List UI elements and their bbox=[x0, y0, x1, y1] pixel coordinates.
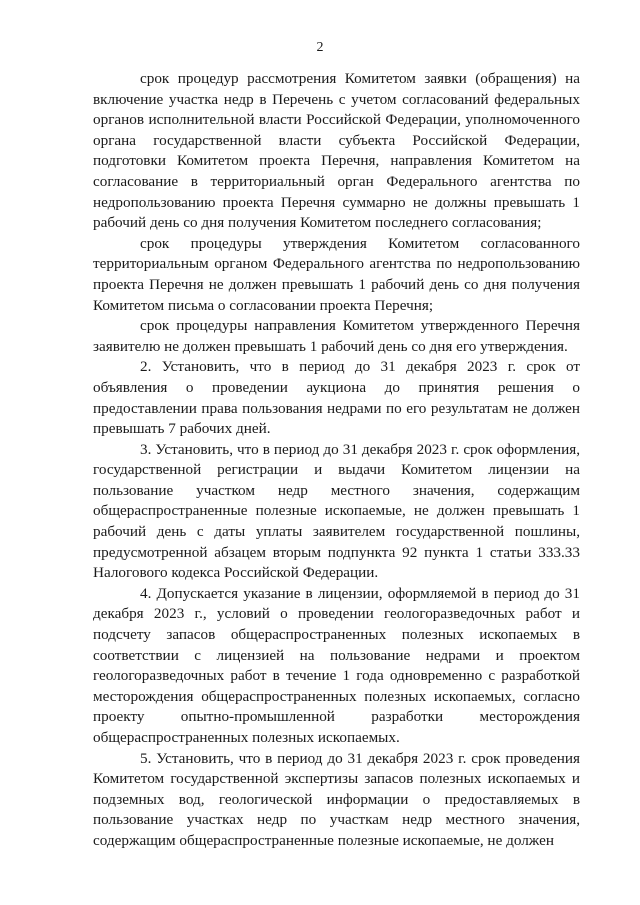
paragraph-4: 2. Установить, что в период до 31 декабря 2023 г. срок от объявления о проведении аукциона до принятия решения о предоставлении права пользования недрами по его результатам не должен превышать 7 рабочих дней. bbox=[93, 358, 580, 438]
paragraph-3: срок процедуры направления Комитетом утвержденного Перечня заявителю не должен превышать 1 рабочий день со дня его утверждения. bbox=[93, 317, 580, 355]
document-body bbox=[93, 69, 580, 852]
paragraph-7: 5. Установить, что в период до 31 декабря 2023 г. срок проведения Комитетом государственной экспертизы запасов полезных ископаемых и подземных вод, геологической информации о предоставляемых в пользование участках недр по участкам недр местного значения, содержащим общераспространенные полезные ископаемые, не должен bbox=[93, 749, 580, 849]
paragraph-1: срок процедур рассмотрения Комитетом заявки (обращения) на включение участка недр в Перечень с учетом согласований федеральных органов исполнительной власти Российской Федерации, уполномоченного органа государственной власти субъекта Российской Федерации, подготовки Комитетом проекта Перечня, направления Комитетом на согласование в территориальный орган Федерального агентства по недропользованию проекта Перечня суммарно не должны превышать 1 рабочий день со дня получения Комитетом последнего согласования; bbox=[93, 70, 580, 232]
paragraph-6: 4. Допускается указание в лицензии, оформляемой в период до 31 декабря 2023 г., условий о проведении геологоразведочных работ и подсчету запасов общераспространенных полезных ископаемых в соответствии с лицензией на пользование недрами и проектом геологоразведочных работ в течение 1 года одновременно с разработкой месторождения общераспространенных полезных ископаемых, согласно проекту опытно-промышленной разработки месторождения общераспространенных полезных ископаемых. bbox=[93, 584, 580, 746]
paragraph-5: 3. Установить, что в период до 31 декабря 2023 г. срок оформления, государственной регистрации и выдачи Комитетом лицензии на пользование участком недр местного значения, содержащим общераспространенные полезные ископаемые, не должен превышать 1 рабочий день с даты уплаты заявителем государственной пошлины, предусмотренной абзацем вторым подпункта 92 пункта 1 статьи 333.33 Налогового кодекса Российской Федерации. bbox=[93, 440, 580, 582]
page-number: 2 bbox=[316, 40, 324, 55]
paragraph-2: срок процедуры утверждения Комитетом согласованного территориальным органом Федерального агентства по недропользованию проекта Перечня не должен превышать 1 рабочий день со дня получения Комитетом письма о согласовании проекта Перечня; bbox=[93, 234, 580, 314]
